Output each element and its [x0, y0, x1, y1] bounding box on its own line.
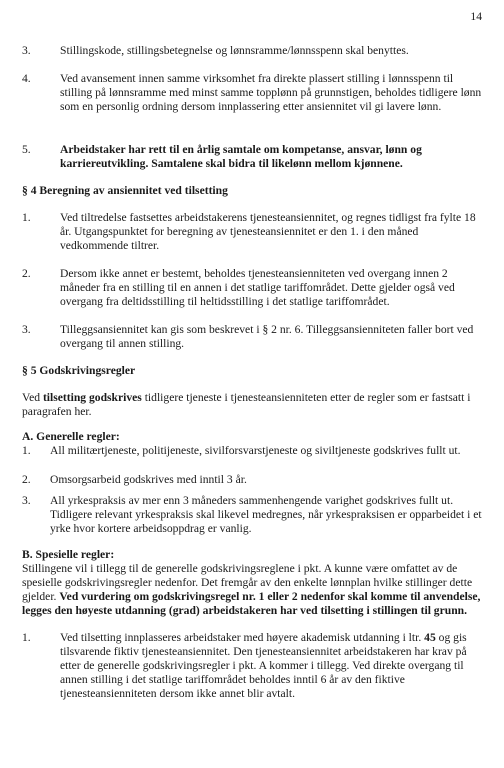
item-number: 5. [22, 143, 31, 156]
intro-bold: tilsetting godskrives [42, 391, 142, 404]
subsection-heading-b: B. Spesielle regler: [22, 548, 115, 561]
list-item [22, 494, 484, 536]
item-number: 2. [22, 267, 31, 280]
b-text-bold: Ved vurdering om godskrivingsregel nr. 1 eller 2 nedenfor skal komme til anvendelse, legges den høyeste utdanning (grad) arbeidstakeren har ved tilsetting i stillingen til grunn. [22, 590, 481, 617]
list-item [22, 631, 484, 701]
item-number: 3. [22, 323, 31, 336]
list-item [22, 44, 484, 58]
item-text: Stillingskode, stillingsbetegnelse og lønnsramme/lønnsspenn skal benyttes. [60, 44, 409, 57]
item-number: 2. [22, 473, 31, 486]
item-number: 3. [22, 44, 31, 57]
item-number: 1. [22, 211, 31, 224]
item-number: 1. [22, 631, 31, 644]
list-item [22, 473, 484, 487]
list-item [22, 143, 484, 171]
b-item-bold: 45 [424, 631, 436, 644]
section-heading: § 5 Godskrivingsregler [22, 364, 136, 377]
item-text: Ved tiltredelse fastsettes arbeidstakerens tjenesteansiennitet, og regnes tidligst fra fylte 18 år. Utgangspunktet for beregning av tjenesteansiennitet er den 1. i den måned vedkommende tiltrer. [60, 211, 476, 252]
item-number: 3. [22, 494, 31, 507]
intro-post: tidligere tjeneste i tjenesteansienniteten etter de regler som er fastsatt i paragrafen her. [22, 391, 471, 418]
b-item-pre: Ved tilsetting innplasseres arbeidstaker med høyere akademisk utdanning i ltr. [60, 631, 425, 644]
list-item [22, 211, 484, 253]
item-text: All militærtjeneste, politijeneste, sivilforsvarstjeneste og siviltjeneste godskrives fullt ut. [50, 444, 461, 457]
subsection-heading-a: A. Generelle regler: [22, 430, 120, 443]
subsection-b-text [22, 562, 484, 618]
item-text: All yrkespraksis av mer enn 3 måneders sammenhengende varighet godskrives fullt ut. Tidligere relevant yrkespraksis skal likevel medregnes, når yrkespraksisen er opparbeidet i et yrke hvor kortere arbeidsoppdrag er vanlig. [50, 494, 482, 535]
section-heading: § 4 Beregning av ansiennitet ved tilsetting [22, 184, 228, 197]
item-text: Omsorgsarbeid godskrives med inntil 3 år. [50, 473, 247, 486]
list-item [22, 72, 484, 114]
page-number: 14 [470, 10, 482, 23]
list-item [22, 267, 484, 309]
item-text: Ved avansement innen samme virksomhet fra direkte plassert stilling i lønnsspenn til stilling på lønnsramme med minst samme topplønn på grunnstigen, beholdes tidligere lønn som en personlig ordning dersom innplassering etter ansiennitet vil gi lavere lønn. [60, 72, 482, 113]
item-number: 1. [22, 444, 31, 457]
item-text [60, 631, 484, 701]
intro-pre: Ved [22, 391, 43, 404]
list-item [22, 323, 484, 351]
item-text-bold: Arbeidstaker har rett til en årlig samtale om kompetanse, ansvar, lønn og karriereutvikling. Samtalene skal bidra til likelønn mellom kjønnene. [60, 143, 422, 170]
b-text-plain: Stillingene vil i tillegg til de generelle godskrivingsreglene i pkt. A kunne være omfattet av de spesielle godskrivingsregler nedenfor. Det fremgår av den enkelte lønnplan hvilke stillinger dette gjelder. [22, 562, 473, 603]
b-item-post: og gis tilsvarende fiktiv tjenesteansiennitet. Den tjenesteansiennitet arbeidstakeren har krav på etter de generelle godskrivingsregler i pkt. A kommer i tillegg. Ved direkte overgang til annen stilling i det statlige tariffområdet beholdes inntil 6 år av den fiktive tjenesteansienniteten dersom ikke annet blir avtalt. [60, 631, 467, 700]
item-text: Tilleggsansiennitet kan gis som beskrevet i § 2 nr. 6. Tilleggsansienniteten faller bort ved overgang til annen stilling. [60, 323, 474, 350]
section-intro [22, 391, 484, 419]
list-item [22, 444, 484, 458]
item-number: 4. [22, 72, 31, 85]
item-text: Dersom ikke annet er bestemt, beholdes tjenesteansienniteten ved overgang innen 2 måneder fra en stilling til en annen i det statlige tariffområdet. Dette gjelder også ved overgang fra deltidsstilling til heltidsstilling i det statlige tariffområdet. [60, 267, 455, 308]
